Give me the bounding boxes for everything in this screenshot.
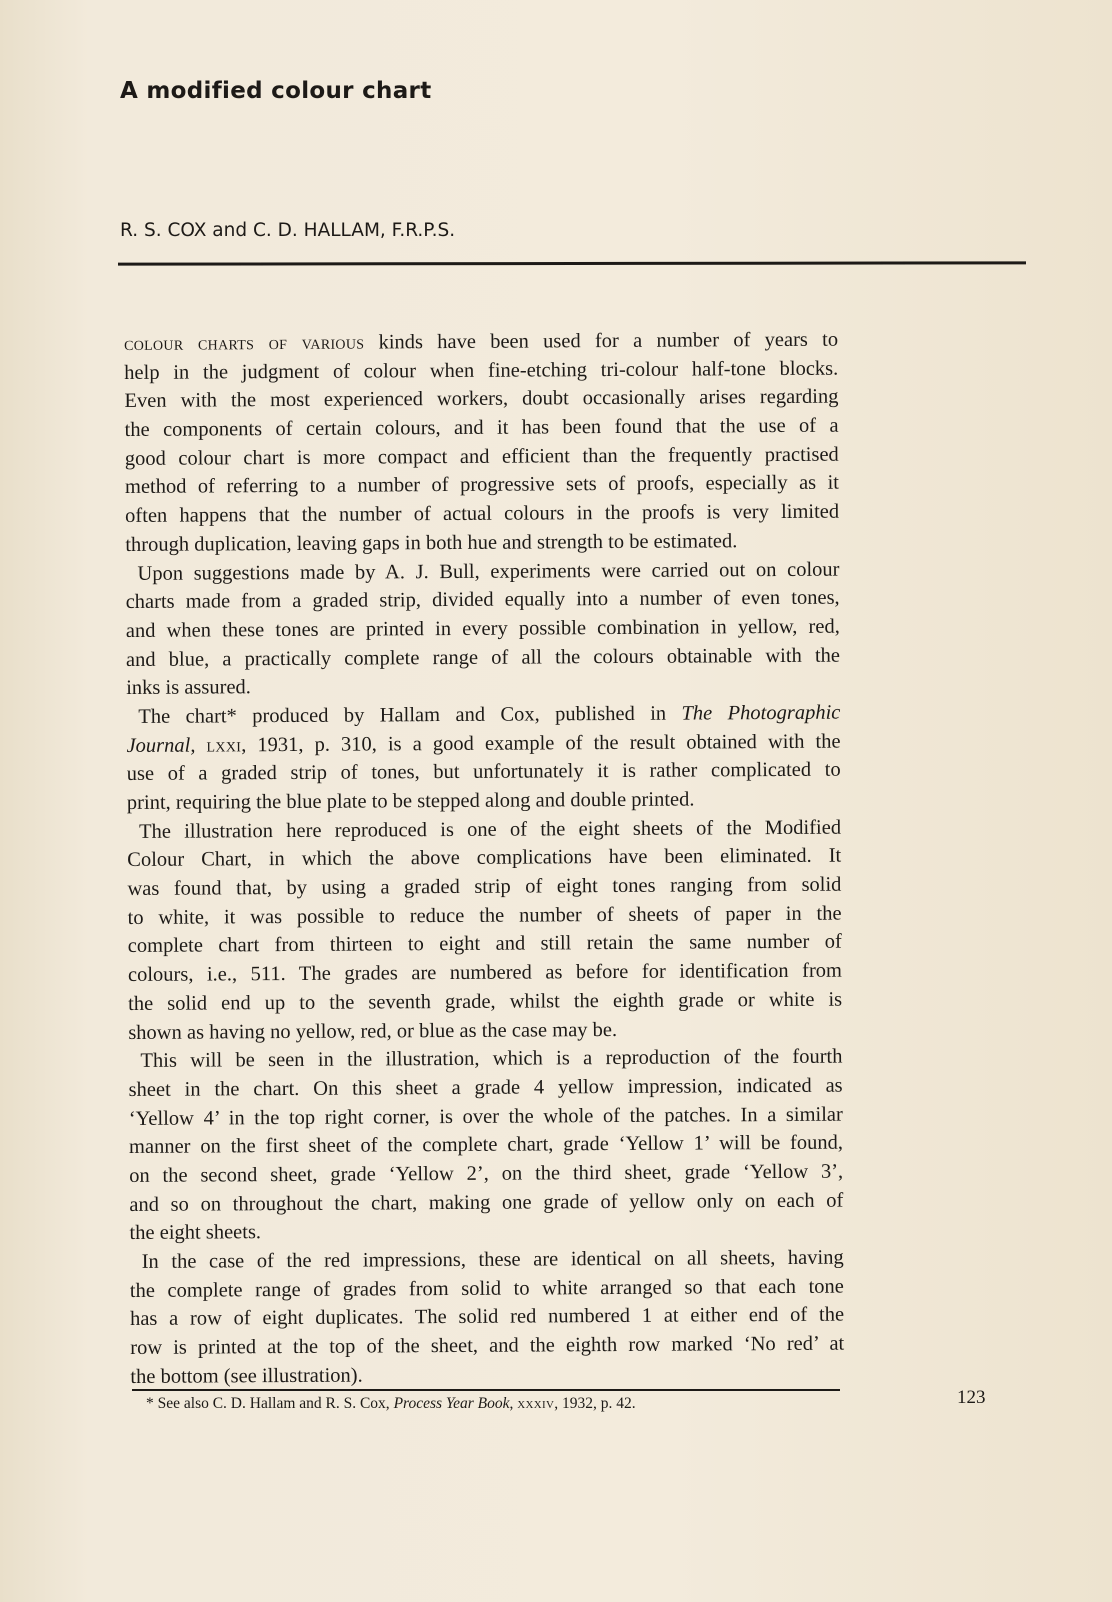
text-line: inks is assured. (126, 676, 251, 700)
text-line: complete chart from thirteen to eight and still retain the same number of (127, 931, 842, 958)
text-line: and when these tones are printed in every possible combination in yellow, red, (125, 615, 840, 642)
text-line: to white, it was possible to reduce the number of sheets of paper in the (127, 902, 842, 929)
text-segment: kinds have been used for a number of years to (364, 328, 839, 354)
text-line: through duplication, leaving gaps in both hue and strength to be estimated. (125, 530, 738, 556)
paragraph (128, 1043, 843, 1248)
text-segment: , 1932, p. 42. (554, 1395, 636, 1412)
text-line: print, requiring the blue plate to be stepped along and double printed. (126, 788, 695, 814)
text-line: was found that, by using a graded strip of eight tones ranging from solid (127, 873, 842, 901)
text-line: use of a graded strip of tones, but unfortunately it is rather complicated to (126, 758, 841, 786)
text-line (126, 727, 840, 760)
text-line: manner on the first sheet of the complete chart, grade ‘Yellow 1’ will be found, (128, 1131, 844, 1159)
text-line: The illustration here reproduced is one of the eight sheets of the Modified (138, 816, 842, 843)
text-segment: lxxi (206, 733, 242, 757)
text-line: the solid end up to the seventh grade, whilst the eighth grade or white is (128, 988, 843, 1015)
text-segment: The Photographic (681, 701, 841, 725)
paragraph (127, 813, 842, 1047)
text-line: the components of certain colours, and it has been found that the use of a (124, 414, 839, 442)
text-segment: Journal, (126, 734, 196, 757)
text-line: method of referring to a number of progressive sets of proofs, especially as it (124, 472, 840, 499)
article-authors: R. S. COX and C. D. HALLAM, F.R.P.S. (120, 220, 456, 241)
article-title: A modified colour chart (120, 78, 432, 104)
paragraph (130, 1244, 845, 1392)
paragraph (125, 555, 840, 703)
text-line: ‘Yellow 4’ in the top right corner, is over the whole of the patches. In a similar (128, 1103, 843, 1130)
text-segment: , 1931, p. 310, is a good example of the result obtained with the (241, 730, 841, 756)
article-body (124, 326, 844, 1392)
text-line: the bottom (see illustration). (130, 1364, 363, 1388)
paragraph (126, 699, 841, 818)
text-line: charts made from a graded strip, divided equally into a number of even tones, (125, 586, 840, 614)
paragraph (124, 326, 839, 560)
text-segment: xxxiv (517, 1395, 555, 1412)
text-segment: The chart* produced by Hallam and Cox, published in (138, 702, 682, 728)
text-line: Colour Chart, in which the above complications have been eliminated. It (127, 845, 842, 872)
footnote (146, 1395, 636, 1413)
text-line: sheet in the chart. On this sheet a grade 4 yellow impression, indicated as (128, 1074, 843, 1101)
text-line: often happens that the number of actual colours in the proofs is very limited (125, 500, 840, 528)
text-line: help in the judgment of colour when fine-etching tri-colour half-tone blocks. (124, 357, 839, 384)
text-segment: , (509, 1395, 518, 1412)
text-line: In the case of the red impressions, these are identical on all sheets, having (141, 1246, 844, 1273)
text-segment (195, 734, 206, 756)
text-line: Upon suggestions made by A. J. Bull, experiments were carried out on colour (137, 558, 840, 585)
text-segment: Process Year Book (393, 1395, 510, 1412)
text-line: has a row of eight duplicates. The solid red numbered 1 at either end of the (129, 1303, 845, 1331)
text-line: and blue, a practically complete range of all the colours obtainable with the (125, 644, 841, 671)
text-line: shown as having no yellow, red, or blue as the case may be. (128, 1018, 618, 1044)
text-segment: colour charts of various (124, 331, 365, 355)
text-line: and so on throughout the chart, making one grade of yellow only on each of (129, 1189, 844, 1216)
text-line: colours, i.e., 511. The grades are numbered as before for identification from (127, 959, 842, 987)
text-line: on the second sheet, grade ‘Yellow 2’, on the third sheet, grade ‘Yellow 3’, (129, 1160, 844, 1187)
text-line (124, 326, 838, 359)
text-line: the eight sheets. (129, 1221, 262, 1245)
text-line: Even with the most experienced workers, doubt occasionally arises regarding (124, 386, 839, 413)
text-line: row is printed at the top of the sheet, and the eighth row marked ‘No red’ at (130, 1332, 845, 1360)
text-line: good colour chart is more compact and efficient than the frequently practised (124, 443, 839, 470)
text-segment: * See also C. D. Hallam and R. S. Cox, (146, 1395, 394, 1412)
text-line: the complete range of grades from solid to white arranged so that each tone (129, 1275, 844, 1302)
text-line (126, 699, 840, 732)
footnote-rule (132, 1389, 840, 1391)
text-line: This will be seen in the illustration, which is a reproduction of the fourth (140, 1045, 843, 1073)
page-number: 123 (957, 1387, 986, 1408)
